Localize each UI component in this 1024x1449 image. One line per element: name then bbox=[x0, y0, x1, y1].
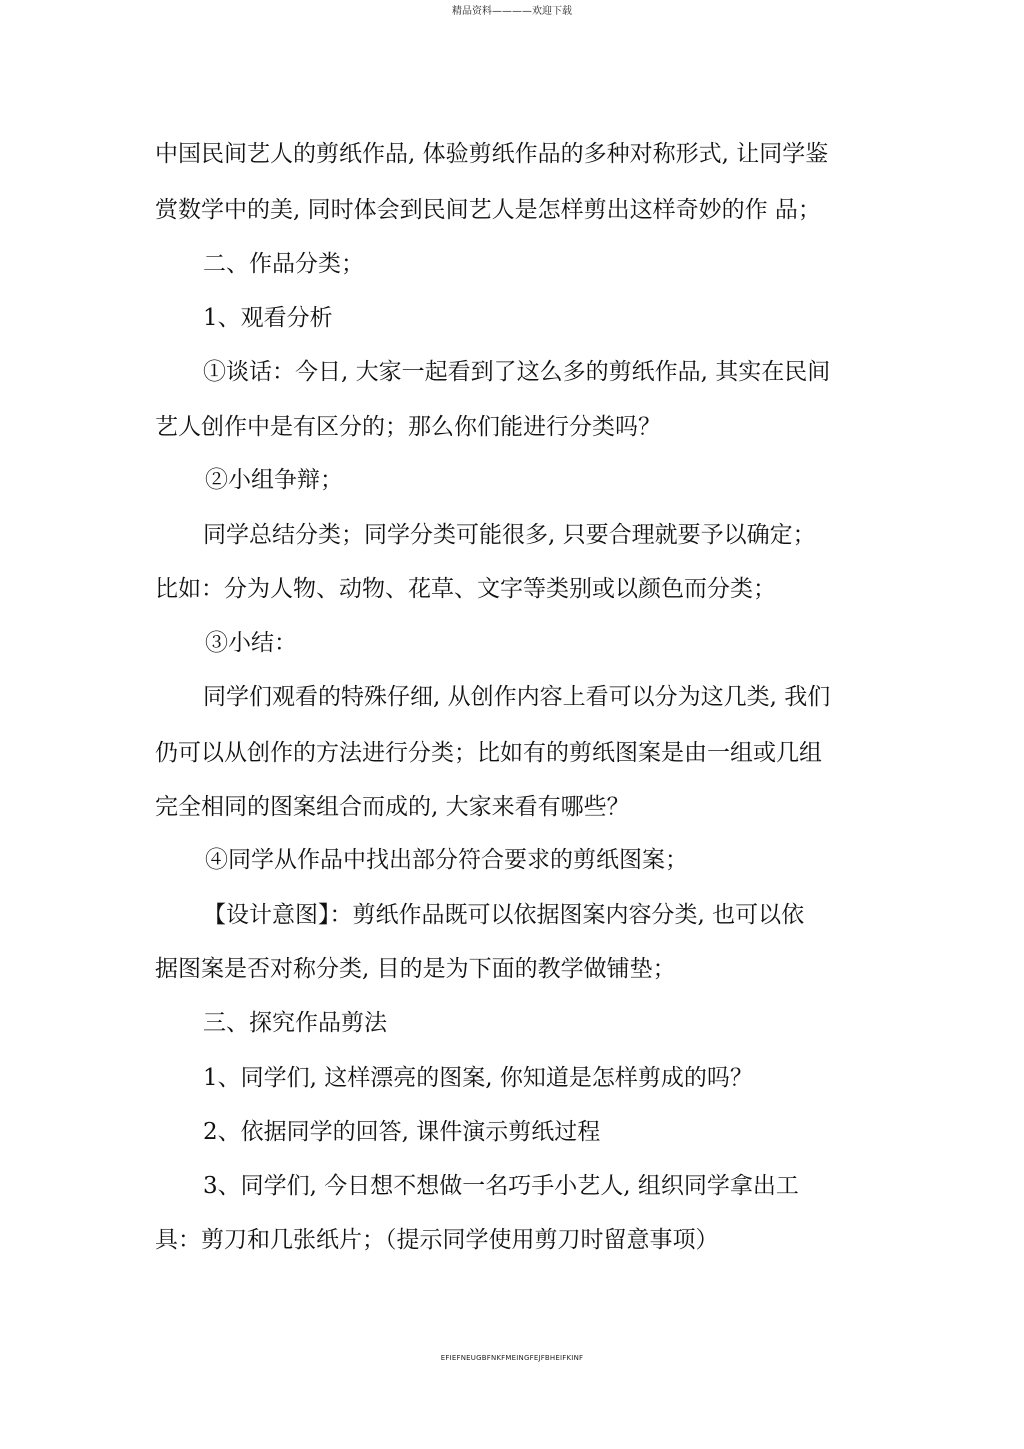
page-footer-code: EFIEFNEUGBFNKFMEINGFEJFBHEIFKINF bbox=[440, 1354, 584, 1362]
paragraph-line: 据图案是否对称分类, 目的是为下面的教学做铺垫； bbox=[155, 956, 676, 982]
subsection-heading: 1、观看分析 bbox=[203, 305, 333, 331]
paragraph-line: ③小结： bbox=[205, 630, 297, 656]
paragraph-line: 具：剪刀和几张纸片；（提示同学使用剪刀时留意事项） bbox=[155, 1227, 719, 1253]
section-heading: 三、探究作品剪法 bbox=[203, 1010, 387, 1036]
paragraph-line: 3、同学们, 今日想不想做一名巧手小艺人, 组织同学拿出工 bbox=[203, 1173, 799, 1199]
paragraph-line: 2、依据同学的回答, 课件演示剪纸过程 bbox=[203, 1119, 601, 1145]
paragraph-line: 同学总结分类；同学分类可能很多, 只要合理就要予以确定； bbox=[203, 522, 816, 548]
paragraph-line: ①谈话：今日, 大家一起看到了这么多的剪纸作品, 其实在民间 bbox=[203, 359, 831, 385]
design-intent-line: 【设计意图】：剪纸作品既可以依据图案内容分类, 也可以依 bbox=[203, 902, 805, 928]
paragraph-line: 1、同学们, 这样漂亮的图案, 你知道是怎样剪成的吗？ bbox=[203, 1065, 753, 1091]
section-heading: 二、作品分类； bbox=[203, 251, 364, 277]
paragraph-line: 艺人创作中是有区分的；那么你们能进行分类吗？ bbox=[155, 414, 661, 440]
paragraph-line: 赏数学中的美, 同时体会到民间艺人是怎样剪出这样奇妙的作 品； bbox=[155, 197, 821, 223]
paragraph-line: ②小组争辩； bbox=[205, 467, 343, 493]
paragraph-line: 仍可以从创作的方法进行分类；比如有的剪纸图案是由一组或几组 bbox=[155, 740, 822, 766]
paragraph-line: ④同学从作品中找出部分符合要求的剪纸图案； bbox=[205, 847, 688, 873]
paragraph-line: 完全相同的图案组合而成的, 大家来看有哪些？ bbox=[155, 794, 630, 820]
paragraph-line: 中国民间艺人的剪纸作品, 体验剪纸作品的多种对称形式, 让同学鉴 bbox=[155, 141, 829, 167]
paragraph-line: 比如：分为人物、动物、花草、文字等类别或以颜色而分类； bbox=[155, 576, 776, 602]
paragraph-line: 同学们观看的特殊仔细, 从创作内容上看可以分为这几类, 我们 bbox=[203, 684, 831, 710]
page-header: 精品资料————欢迎下载 bbox=[452, 6, 572, 17]
